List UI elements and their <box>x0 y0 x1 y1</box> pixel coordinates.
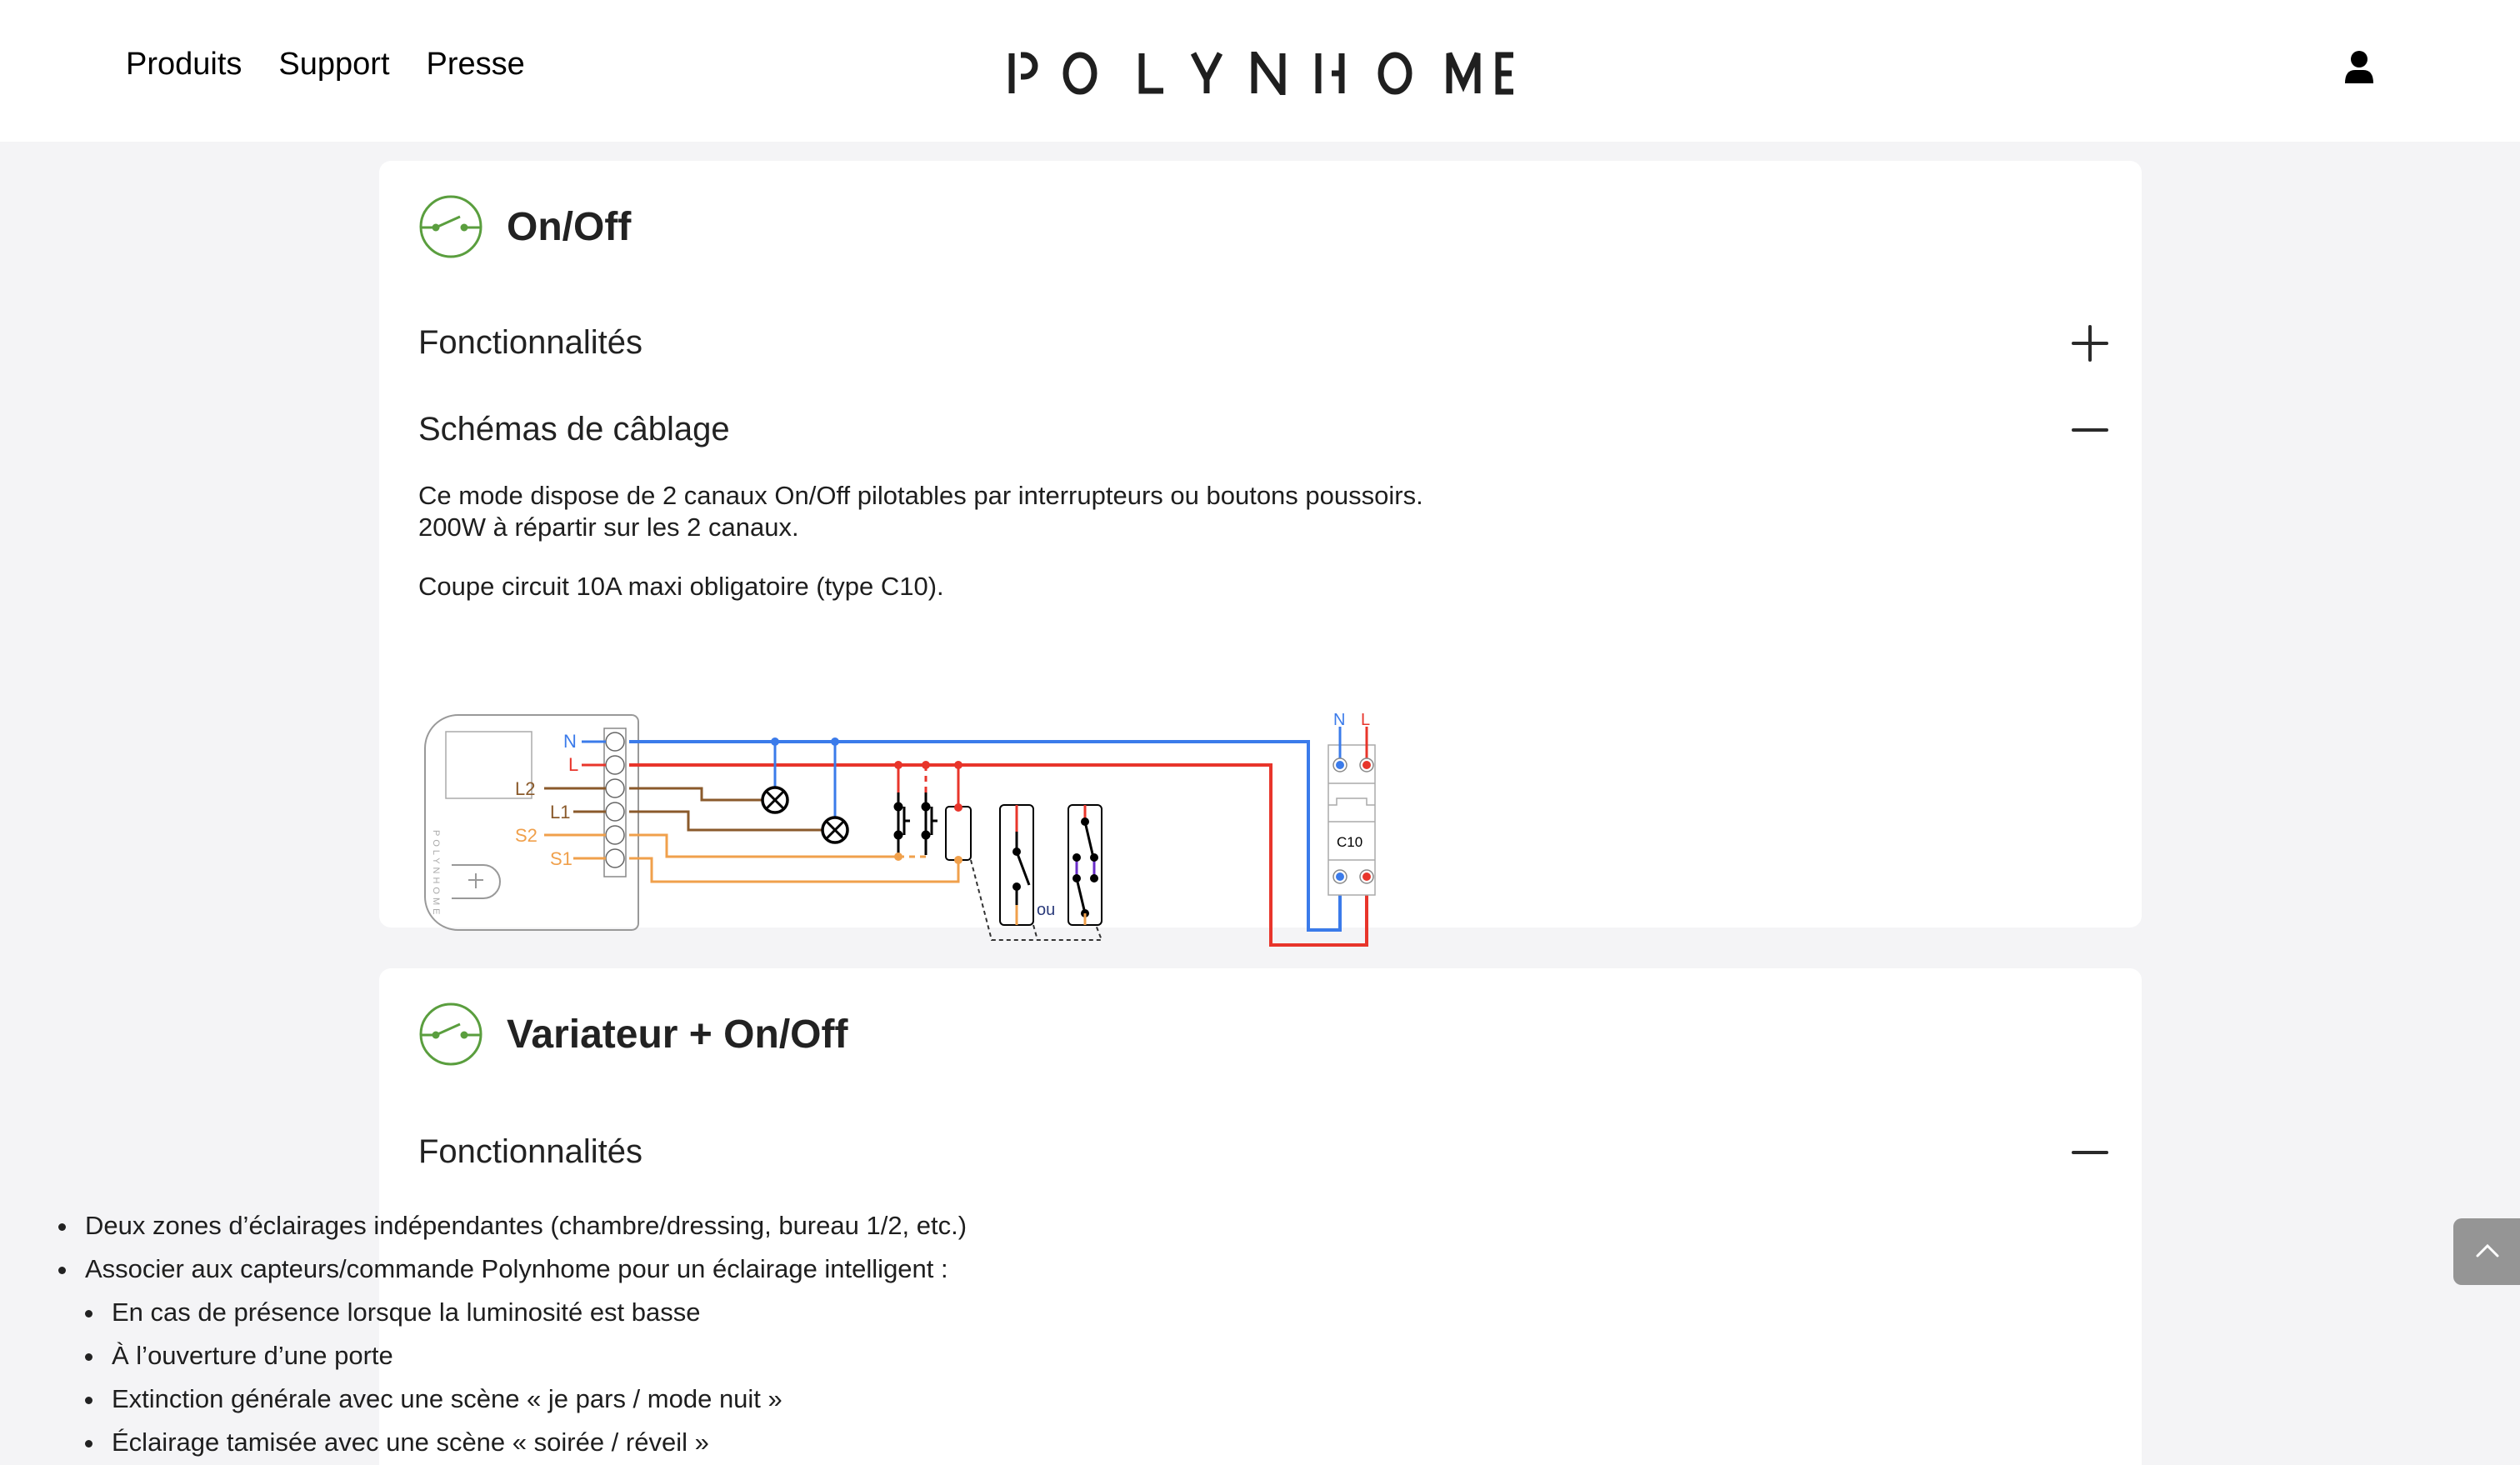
accordion-fonctionnalites[interactable] <box>418 324 2108 362</box>
nav-support[interactable]: Support <box>278 47 390 82</box>
svg-text:N: N <box>563 731 577 752</box>
svg-text:POLYNHOME: POLYNHOME <box>431 830 441 918</box>
accordion-schemas-cablage[interactable] <box>418 411 2108 448</box>
feature-subitem: En cas de présence lorsque la luminosité est basse <box>78 1291 967 1334</box>
svg-text:L: L <box>568 754 579 775</box>
svg-text:S1: S1 <box>550 848 572 869</box>
svg-text:L2: L2 <box>515 778 536 799</box>
polynhome-logo[interactable] <box>1008 52 1517 95</box>
nav-produits[interactable]: Produits <box>126 47 242 82</box>
minus-icon[interactable] <box>2072 1134 2108 1171</box>
svg-text:S2: S2 <box>515 825 538 846</box>
description-line: 200W à répartir sur les 2 canaux. <box>418 512 799 542</box>
accordion-label: Schémas de câblage <box>418 411 730 448</box>
minus-icon[interactable] <box>2072 412 2108 448</box>
feature-subitem: Éclairage tamisée avec une scène « soirée / réveil » <box>78 1421 967 1464</box>
features-list <box>52 1204 967 1464</box>
switch-icon <box>418 194 483 259</box>
feature-item: Associer aux capteurs/commande Polynhome pour un éclairage intelligent : <box>52 1248 967 1291</box>
wiring-description <box>418 480 1423 543</box>
svg-text:L: L <box>1361 711 1371 729</box>
breaker-requirement: Coupe circuit 10A maxi obligatoire (type C10). <box>418 572 944 601</box>
accordion-fonctionnalites[interactable] <box>418 1133 2108 1171</box>
card-header <box>418 1002 848 1067</box>
main-nav <box>126 47 525 82</box>
user-icon[interactable] <box>2343 50 2375 87</box>
accordion-label: Fonctionnalités <box>418 1133 643 1170</box>
switch-icon <box>418 1002 483 1067</box>
module-outline <box>425 715 638 930</box>
site-header <box>0 0 2520 142</box>
svg-text:L1: L1 <box>550 802 571 822</box>
card-title: Variateur + On/Off <box>507 1012 848 1057</box>
svg-text:C10: C10 <box>1337 834 1363 850</box>
plus-icon[interactable] <box>2072 325 2108 362</box>
scroll-to-top-button[interactable] <box>2453 1218 2520 1285</box>
chevron-up-icon <box>2475 1242 2500 1258</box>
feature-item: Deux zones d’éclairages indépendantes (chambre/dressing, bureau 1/2, etc.) <box>52 1204 967 1248</box>
svg-text:ou: ou <box>1037 901 1056 919</box>
mode-card-onoff <box>379 161 2142 928</box>
nav-presse[interactable]: Presse <box>426 47 525 82</box>
accordion-label: Fonctionnalités <box>418 324 643 361</box>
description-line: Ce mode dispose de 2 canaux On/Off pilotables par interrupteurs ou boutons poussoirs. <box>418 481 1423 510</box>
card-title: On/Off <box>507 204 632 249</box>
card-header <box>418 194 631 259</box>
feature-subitem: À l’ouverture d’une porte <box>78 1334 967 1378</box>
feature-subitem: Extinction générale avec une scène « je pars / mode nuit » <box>78 1378 967 1421</box>
svg-text:N: N <box>1333 711 1346 729</box>
